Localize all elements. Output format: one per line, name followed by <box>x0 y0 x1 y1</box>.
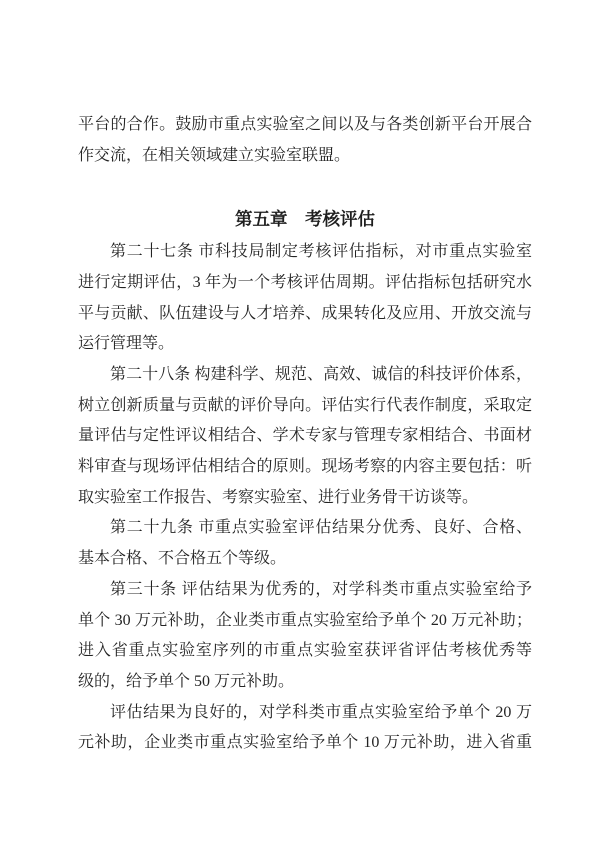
body-line: 第三十条 评估结果为优秀的，对学科类市重点实验室给予 <box>110 580 532 598</box>
body-line: 树立创新质量与贡献的评价导向。评估实行代表作制度，采取定 <box>78 396 532 414</box>
body-line: 量评估与定性评议相结合、学术专家与管理专家相结合、书面材 <box>78 427 532 445</box>
paragraph-continuation <box>78 110 532 171</box>
body-line: 平与贡献、队伍建设与人才培养、成果转化及应用、开放交流与 <box>78 304 532 322</box>
body-line: 第二十九条 市重点实验室评估结果分优秀、良好、合格、 <box>110 519 532 537</box>
article-29 <box>78 513 532 574</box>
article-28 <box>78 360 532 514</box>
article-30 <box>78 575 532 698</box>
chapter-heading: 第五章 考核评估 <box>235 209 375 230</box>
body-line: 进行定期评估，3 年为一个考核评估周期。评估指标包括研究水 <box>78 273 532 291</box>
body-line: 取实验室工作报告、考察实验室、进行业务骨干访谈等。 <box>78 488 479 506</box>
body-line: 级的，给予单个 50 万元补助。 <box>78 672 295 690</box>
body-line: 料审查与现场评估相结合的原则。现场考察的内容主要包括：听 <box>78 458 532 476</box>
article-30-good-result-paragraph <box>78 698 532 759</box>
body-line: 平台的合作。鼓励市重点实验室之间以及与各类创新平台开展合 <box>78 116 532 133</box>
body-line: 运行管理等。 <box>78 335 175 353</box>
body-line: 第二十八条 构建科学、规范、高效、诚信的科技评价体系， <box>110 365 532 383</box>
document-content <box>78 110 532 759</box>
body-line: 基本合格、不合格五个等级。 <box>78 550 287 568</box>
body-line: 元补助，企业类市重点实验室给予单个 10 万元补助，进入省重 <box>78 734 532 752</box>
body-line: 评估结果为良好的，对学科类市重点实验室给予单个 20 万 <box>110 703 532 721</box>
body-line: 作交流，在相关领域建立实验室联盟。 <box>78 146 351 164</box>
body-line: 单个 30 万元补助，企业类市重点实验室给予单个 20 万元补助； <box>78 611 532 629</box>
body-line: 进入省重点实验室序列的市重点实验室获评省评估考核优秀等 <box>78 642 532 660</box>
article-27 <box>78 237 532 360</box>
body-line: 第二十七条 市科技局制定考核评估指标，对市重点实验室 <box>110 243 532 261</box>
